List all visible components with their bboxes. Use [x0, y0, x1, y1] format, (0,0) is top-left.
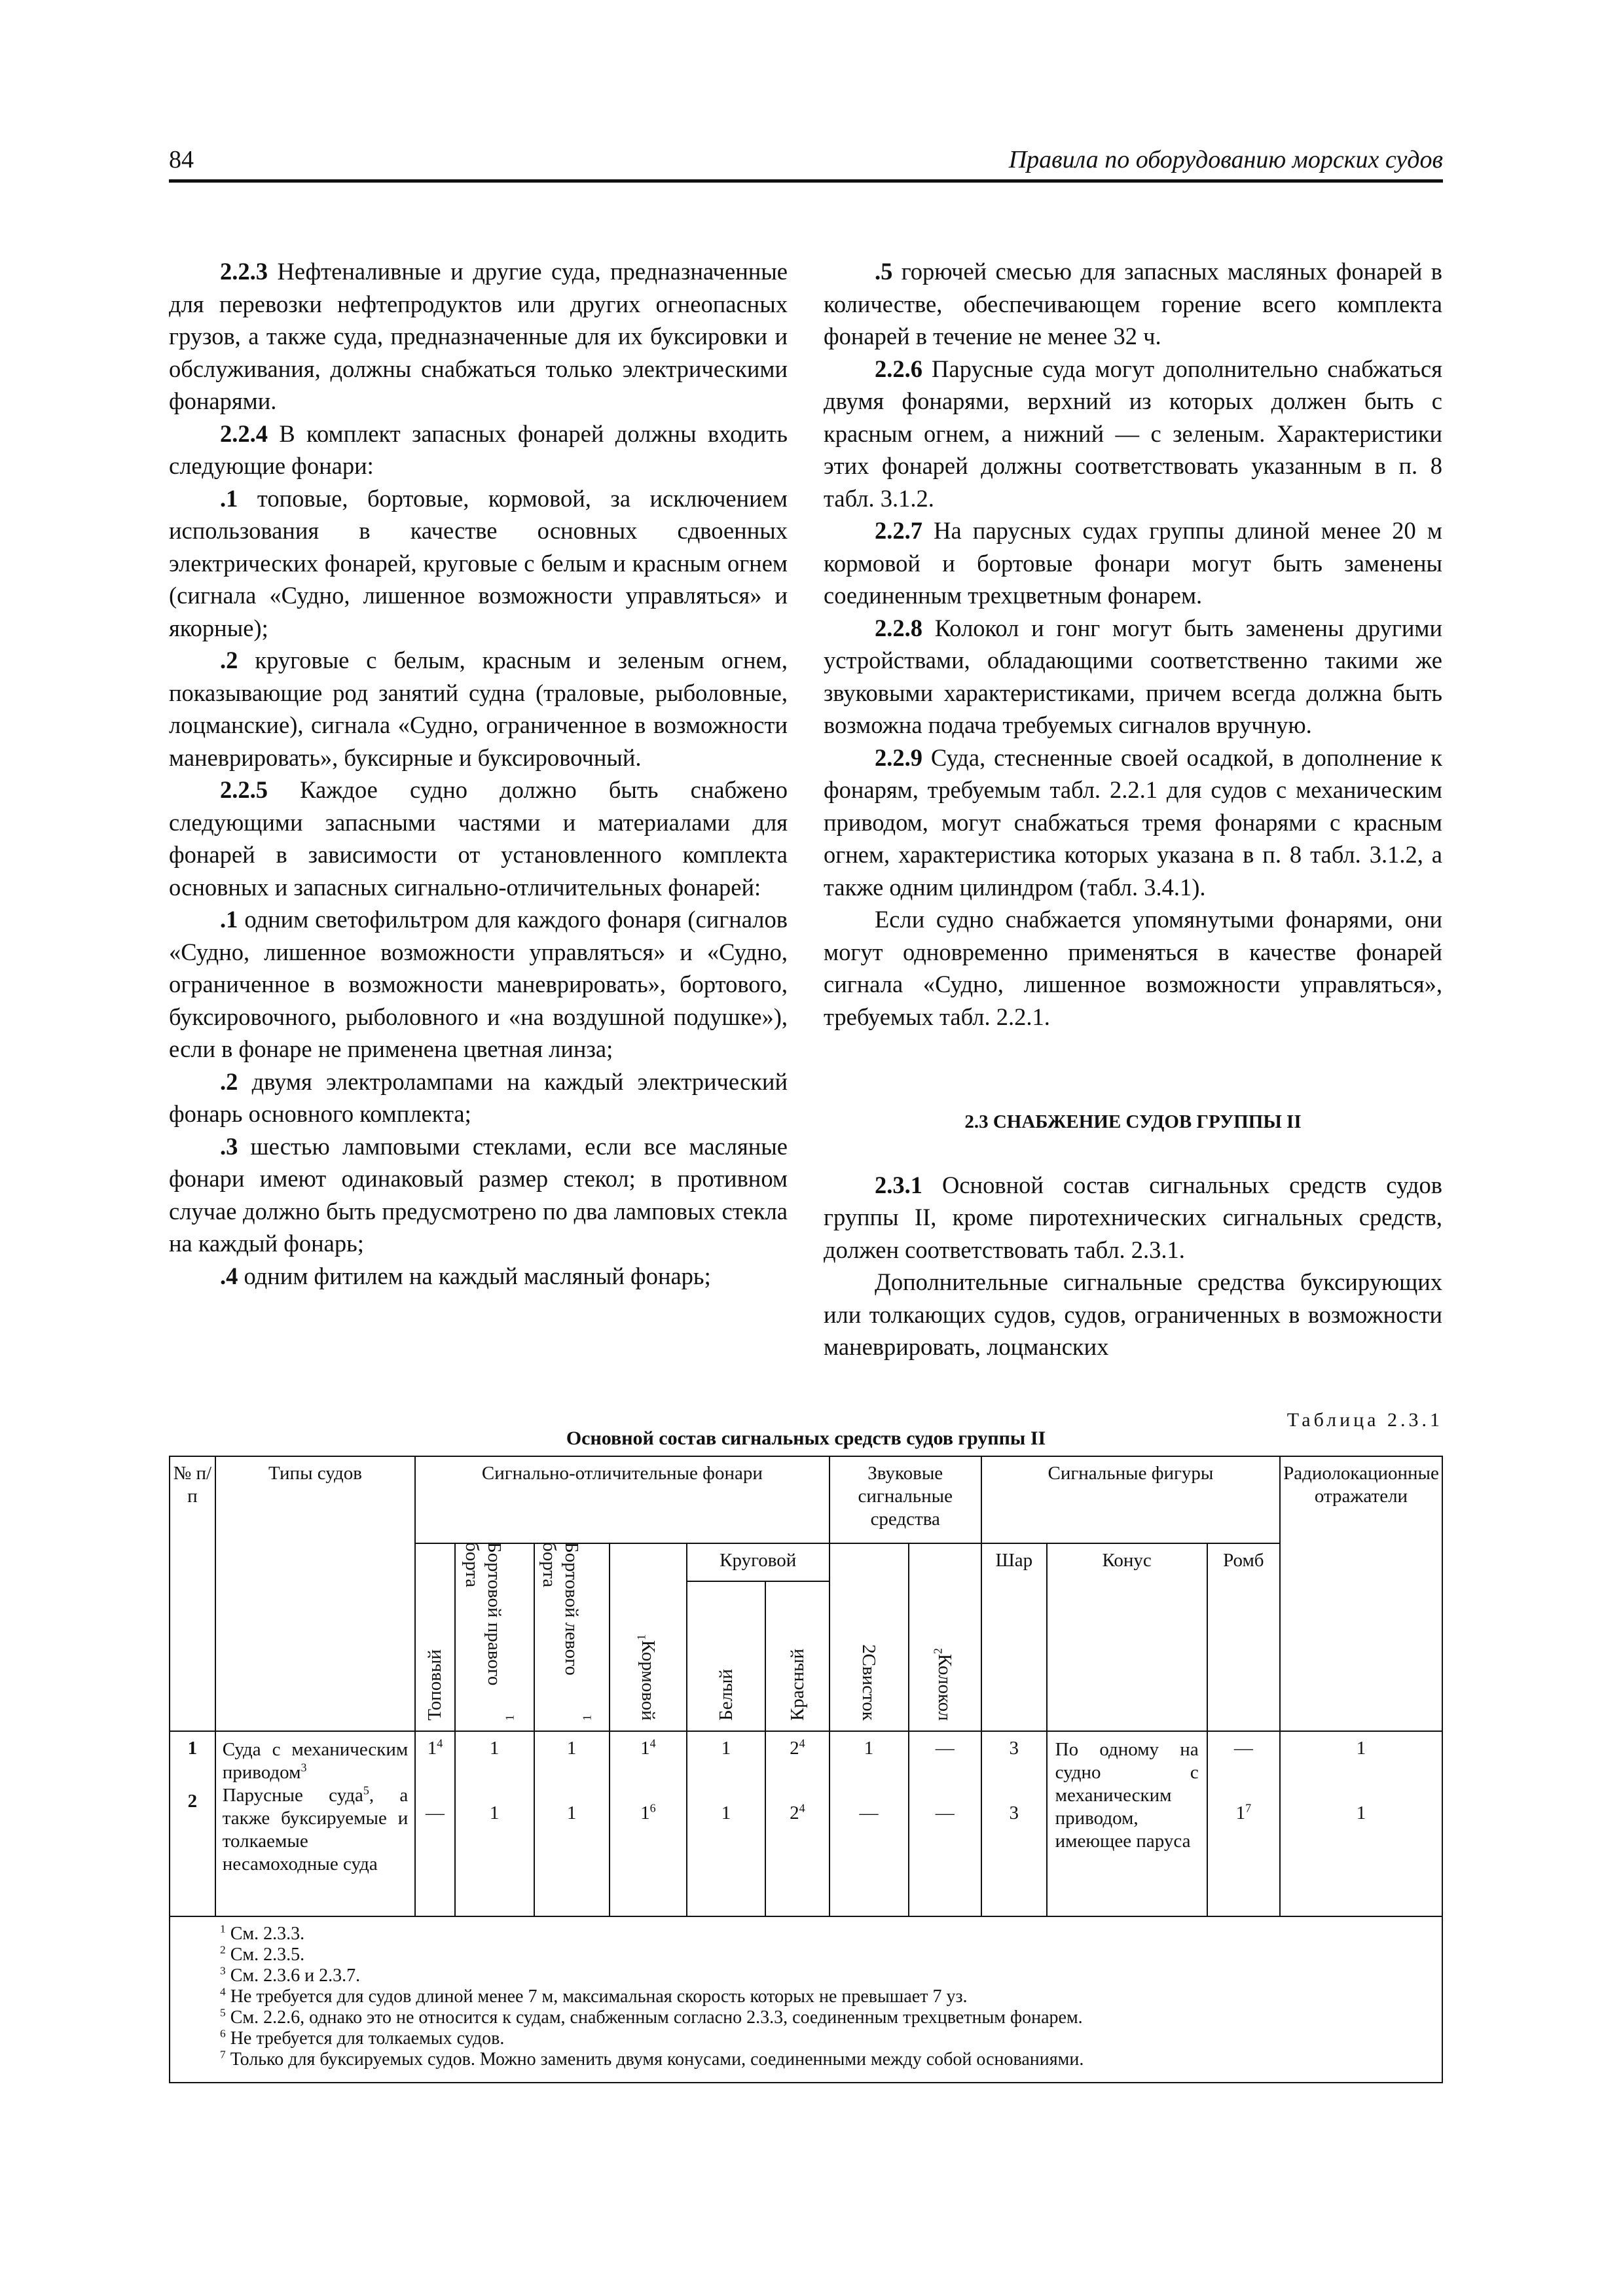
cell-romb: — $1^7$ — [1207, 1731, 1280, 1916]
paragraph-text: одним фитилем на каждый масляный фонарь; — [238, 1262, 711, 1289]
th-bort-right: Бортовой правого борта$^1$ — [455, 1543, 534, 1731]
th-lights: Сигнально-отличительные фонари — [415, 1456, 829, 1543]
footnote: $^3$ См. 2.3.6 и 2.3.7. — [220, 1964, 361, 1986]
cell-radar: 1 1 — [1280, 1731, 1442, 1916]
footnote: $^5$ См. 2.2.6, однако это не относится к судам, снабженным согласно 2.3.3, соединенным трехцветным фонарем. — [220, 2006, 1083, 2028]
paragraph — [824, 742, 1442, 904]
footnote: $^7$ Только для буксируемых судов. Можно заменить двумя конусами, соединенными между собой основаниями. — [220, 2048, 1084, 2070]
footnote: $^2$ См. 2.3.5. — [220, 1943, 305, 1965]
running-title: Правила по оборудованию морских судов — [1008, 146, 1443, 173]
clause-number: 2.2.7 — [875, 517, 922, 544]
paragraph — [169, 1260, 788, 1293]
cell-num: 1 2 — [170, 1731, 215, 1916]
clause-number: .4 — [220, 1262, 238, 1289]
th-bort-left: Бортовой левого борта$^1$ — [534, 1543, 610, 1731]
paragraph — [824, 612, 1442, 742]
left-column — [169, 255, 788, 1292]
paragraph — [824, 514, 1442, 612]
clause-number: 2.2.5 — [220, 776, 268, 803]
cell-konus: По одному на судно с механическим приводом, имеющее паруса — [1047, 1731, 1207, 1916]
cell-shar: 3 3 — [981, 1731, 1047, 1916]
clause-number: 2.2.6 — [875, 355, 922, 382]
footnote: $^1$ См. 2.3.3. — [220, 1922, 305, 1944]
th-krasny: Красный — [765, 1581, 829, 1731]
page-header — [169, 145, 1443, 183]
clause-number: .2 — [220, 647, 238, 673]
paragraph — [169, 418, 788, 482]
paragraph — [169, 644, 788, 774]
th-svistok: Свисток2 — [830, 1543, 909, 1731]
paragraph-text: шестью ламповыми стеклами, если все масляные фонари имеют одинаковый размер стекол; в противном случае должно быть предусмотрено по два ламповых стекла на каждый фонарь; — [169, 1132, 788, 1257]
th-kormovoy: Кормовой$^1$ — [610, 1543, 687, 1731]
th-radar: Радиолокационные отражатели — [1280, 1456, 1442, 1731]
footnotes — [170, 1916, 1442, 2083]
clause-number: 2.3.1 — [875, 1171, 922, 1198]
table-title: Основной состав сигнальных средств судов группы II — [566, 1427, 1046, 1449]
paragraph — [169, 774, 788, 903]
paragraph-text: Основной состав сигнальных средств судов группы II, кроме пиротехнических сигнальных средств, должен соответствовать табл. 2.3.1. — [824, 1171, 1442, 1263]
paragraph — [824, 255, 1442, 353]
paragraph — [169, 1066, 788, 1130]
clause-number: .5 — [875, 258, 893, 285]
paragraph-text: топовые, бортовые, кормовой, за исключением использования в качестве основных сдвоенных электрических фонарей, круговые с белым и красным огнем (сигнала «Судно, лишенное возможности управляться» и якорные); — [169, 484, 788, 641]
th-romb: Ромб — [1207, 1543, 1280, 1731]
cell-bort-right: 1 1 — [455, 1731, 534, 1916]
paragraph-text: Колокол и гонг могут быть заменены другими устройствами, обладающими соответственно такими же звуковыми характеристиками, причем всегда должна быть возможна подача требуемых сигналов вручную. — [824, 614, 1442, 738]
clause-number: .1 — [220, 906, 238, 933]
paragraph-text: Если судно снабжается упомянутыми фонарями, они могут одновременно применяться в качестве фонарей сигнала «Судно, лишенное возможности управляться», требуемых табл. 2.2.1. — [824, 906, 1442, 1030]
clause-number: .1 — [220, 484, 238, 512]
th-num: № п/п — [170, 1456, 215, 1731]
cell-krasny: $2^4$ $2^4$ — [765, 1731, 829, 1916]
paragraph-text: Парусные суда могут дополнительно снабжаться двумя фонарями, верхний из которых должен быть с красным огнем, а нижний — с зеленым. Характеристики этих фонарей должны соответствовать указанным в п. 8 табл. 3.1.2. — [824, 355, 1442, 512]
cell-kolokol: — — — [909, 1731, 981, 1916]
cell-bely: 1 1 — [687, 1731, 765, 1916]
th-types: Типы судов — [215, 1456, 416, 1731]
paragraph — [169, 255, 788, 418]
paragraph — [824, 353, 1442, 515]
cell-svistok: 1 — — [830, 1731, 909, 1916]
clause-number: .3 — [220, 1132, 238, 1160]
footnote: $^6$ Не требуется для толкаемых судов. — [220, 2027, 505, 2049]
th-kolokol: Колокол$^2$ — [909, 1543, 981, 1731]
cell-kormovoy: $1^4$ $1^6$ — [610, 1731, 687, 1916]
clause-number: 2.2.3 — [220, 258, 268, 285]
th-topovy: Топовый — [415, 1543, 454, 1731]
footnote: $^4$ Не требуется для судов длиной менее 7 м, максимальная скорость которых не превышает 7 уз. — [220, 1985, 968, 2007]
paragraph-text: На парусных судах группы длиной менее 20 м кормовой и бортовые фонари могут быть заменены соединенным трехцветным фонарем. — [824, 517, 1442, 609]
paragraph-text: В комплект запасных фонарей должны входить следующие фонари: — [169, 420, 788, 479]
paragraph-text: горючей смесью для запасных масляных фонарей в количестве, обеспечивающем горение всего комплекта фонарей в течение не менее 32 ч. — [824, 258, 1442, 350]
signal-table — [169, 1456, 1443, 2083]
th-krugovoy: Круговой — [687, 1543, 830, 1581]
cell-types: Суда с механическим приводом$^3$ Парусные суда$^5$, а также буксируемые и толкаемые несамоходные суда — [215, 1731, 416, 1916]
paragraph — [169, 903, 788, 1066]
th-bely: Белый — [687, 1581, 765, 1731]
table-label: Таблица 2.3.1 — [1286, 1409, 1443, 1431]
paragraph-text: Суда, стесненные своей осадкой, в дополнение к фонарям, требуемым табл. 2.2.1 для судов с механическим приводом, могут снабжаться тремя фонарями с красным огнем, характеристика которых указана в п. 8 табл. 3.1.2, а также одним цилиндром (табл. 3.4.1). — [824, 744, 1442, 901]
cell-bort-left: 1 1 — [534, 1731, 610, 1916]
paragraph-text: круговые с белым, красным и зеленым огнем, показывающие род занятий судна (траловые, рыболовные, лоцманские), сигнала «Судно, ограниченное в возможности маневрировать», буксирные и буксировочный. — [169, 647, 788, 771]
paragraph — [824, 903, 1442, 1033]
paragraph-text: Дополнительные сигнальные средства буксирующих или толкающих судов, судов, ограниченных в возможности маневрировать, лоцманских — [824, 1268, 1442, 1360]
cell-topovy: $1^4$ — — [415, 1731, 454, 1916]
paragraph-text: Нефтеналивные и другие суда, предназначенные для перевозки нефтепродуктов или других огнеопасных грузов, а также суда, предназначенные для их буксировки и обслуживания, должны снабжаться только электрическими фонарями. — [169, 258, 788, 414]
clause-number: 2.2.9 — [875, 744, 922, 771]
page-number: 84 — [169, 146, 194, 173]
paragraph — [169, 1130, 788, 1260]
paragraph — [169, 482, 788, 645]
paragraph-text: двумя электролампами на каждый электрический фонарь основного комплекта; — [169, 1067, 788, 1127]
clause-number: 2.2.8 — [875, 614, 922, 641]
paragraph-text: Каждое судно должно быть снабжено следующими запасными частями и материалами для фонарей в зависимости от установленного комплекта основных и запасных сигнально-отличительных фонарей: — [169, 776, 788, 901]
th-konus: Конус — [1047, 1543, 1207, 1731]
th-figures: Сигнальные фигуры — [981, 1456, 1280, 1543]
right-column — [824, 255, 1442, 1363]
paragraph — [824, 1169, 1442, 1266]
clause-number: .2 — [220, 1067, 238, 1095]
th-sound: Звуковые сигнальные средства — [830, 1456, 981, 1543]
th-shar: Шар — [981, 1543, 1047, 1731]
clause-number: 2.2.4 — [220, 420, 268, 447]
paragraph-text: одним светофильтром для каждого фонаря (сигналов «Судно, лишенное возможности управляться» и «Судно, ограниченное в возможности маневрировать», бортового, буксировочного, рыболовного и «на воздушной подушке»), если в фонаре не применена цветная линза; — [169, 906, 788, 1062]
section-heading: 2.3 СНАБЖЕНИЕ СУДОВ ГРУППЫ II — [964, 1111, 1302, 1132]
paragraph — [824, 1266, 1442, 1363]
